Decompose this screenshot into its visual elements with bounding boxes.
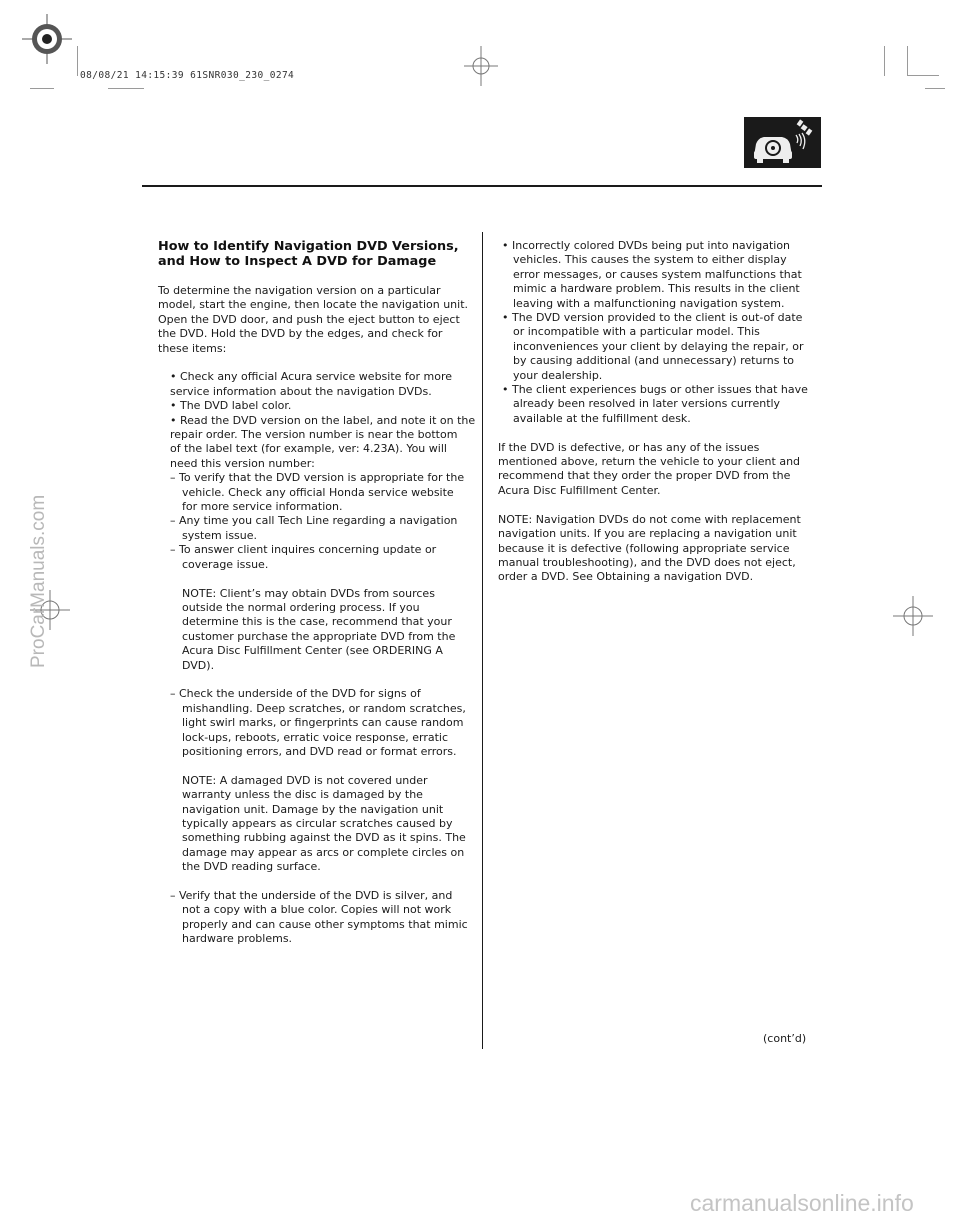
dash-check-underside: – Check the underside of the DVD for signs of mishandling. Deep scratches, or random scratches, light swirl marks, or fingerprints can cause random lock-ups, reboots, erratic voice response, erratic positioning errors, and DVD read or format errors. bbox=[170, 687, 466, 758]
right-cross-mark-icon bbox=[893, 596, 933, 636]
bullet-outdated-version: • The DVD version provided to the client is out-of date or incompatible with a particular model. This inconveniences your client by delaying the repair, or by causing additional (and unnecessary) returns to your dealership. bbox=[502, 311, 804, 382]
bullet-acura-website: • Check any official Acura service website for more service information about the navigation DVDs. bbox=[170, 370, 453, 398]
note-dvd-sources: NOTE: Client’s may obtain DVDs from sources outside the normal ordering process. If you determine this is the case, recommend that your customer purchase the appropriate DVD from the Acura Disc Fulfillment Center (see ORDERING A DVD). bbox=[182, 586, 456, 672]
header-rule bbox=[142, 185, 822, 187]
bullet-incorrect-dvds: • Incorrectly colored DVDs being put into navigation vehicles. This causes the system to either display error messages, or causes system malfunctions that mimic a hardware problem. This results in the client leaving with a malfunctioning navigation system. bbox=[502, 239, 802, 310]
right-column bbox=[498, 239, 818, 585]
navigation-car-satellite-icon bbox=[744, 117, 821, 168]
note-damaged-dvd: NOTE: A damaged DVD is not covered under warranty unless the disc is damaged by the navigation unit. Damage by the navigation unit typically appears as circular scratches caused by something rubbing against the DVD as it spins. The damage may appear as arcs or complete circles on the DVD reading surface. bbox=[182, 773, 466, 874]
registration-target-icon bbox=[22, 14, 72, 64]
intro-paragraph: To determine the navigation version on a particular model, start the engine, then locate the navigation unit. Open the DVD door, and push the eject button to eject the DVD. Hold the DVD by the edges, and check for these items: bbox=[158, 284, 469, 355]
center-cross-mark-icon bbox=[464, 46, 498, 86]
bullet-read-version: • Read the DVD version on the label, and note it on the repair order. The version number is near the bottom of the label text (for example, ver: 4.23A). You will need this version number: bbox=[170, 413, 476, 470]
dash-verify-version: – To verify that the DVD version is appropriate for the vehicle. Check any official Honda service website for more service information. bbox=[170, 471, 465, 514]
section-icon-box bbox=[744, 117, 821, 168]
bullet-label-color: • The DVD label color. bbox=[170, 399, 292, 413]
print-timestamp: 08/08/21 14:15:39 61SNR030_230_0274 bbox=[80, 70, 295, 81]
continued-label: (cont’d) bbox=[763, 1032, 807, 1045]
column-divider bbox=[482, 232, 483, 1049]
section-title-line: How to Identify Navigation DVD Versions, bbox=[158, 239, 459, 254]
dash-client-inquiries: – To answer client inquires concerning update or coverage issue. bbox=[170, 543, 437, 571]
bullet-client-bugs: • The client experiences bugs or other issues that have already been resolved in later versions currently available at the fulfillment desk. bbox=[502, 383, 808, 425]
side-watermark: ProCarManuals.com bbox=[28, 494, 49, 668]
bottom-watermark: carmanualsonline.info bbox=[690, 1190, 914, 1216]
section-title-line: and How to Inspect A DVD for Damage bbox=[158, 254, 437, 269]
dash-tech-line: – Any time you call Tech Line regarding a navigation system issue. bbox=[170, 514, 458, 542]
paragraph-defective-dvd: If the DVD is defective, or has any of the issues mentioned above, return the vehicle to your client and recommend that they order the proper DVD from the Acura Disc Fulfillment Center. bbox=[498, 440, 801, 497]
paragraph-note-replacement: NOTE: Navigation DVDs do not come with replacement navigation units. If you are replacing a navigation unit because it is defective (following appropriate service manual troubleshooting), and the DVD does not eject, order a DVD. See Obtaining a navigation DVD. bbox=[498, 512, 801, 584]
dash-verify-silver: – Verify that the underside of the DVD is silver, and not a copy with a blue color. Copies will not work properly and can cause other symptoms that mimic hardware problems. bbox=[170, 888, 468, 946]
section-title bbox=[158, 239, 478, 269]
left-column bbox=[158, 284, 476, 947]
